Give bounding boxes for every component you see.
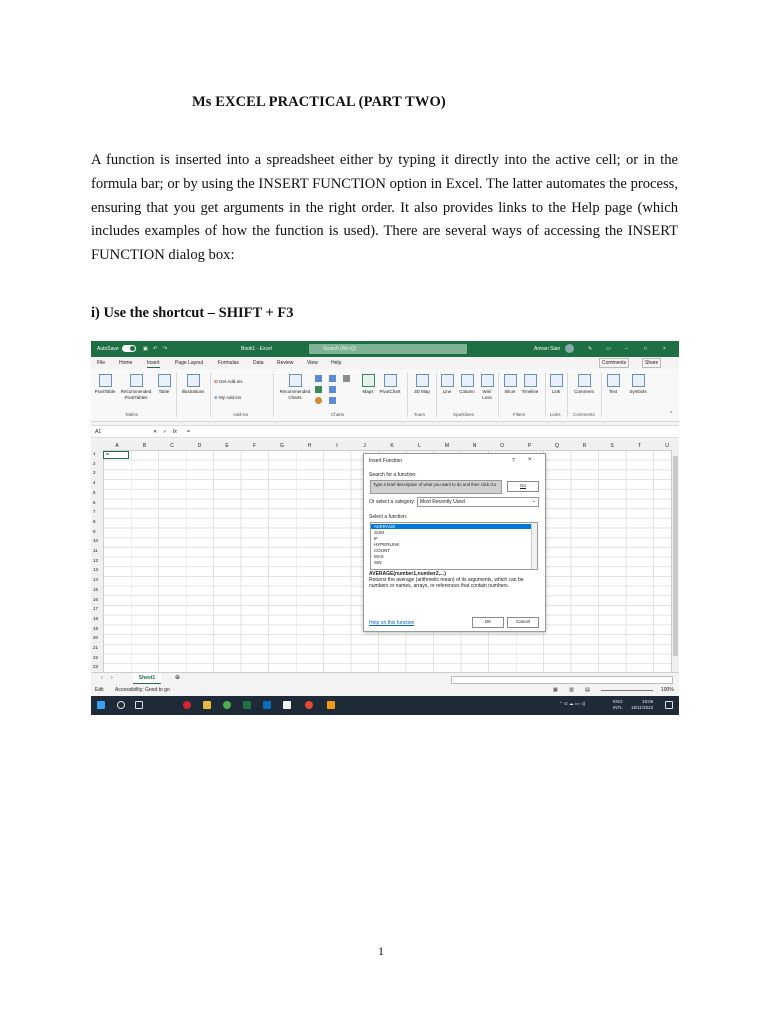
excel-screenshot [91,341,679,715]
prev-sheet-icon[interactable]: ‹ [101,675,103,681]
clock[interactable]: 19:06 18/11/2022 [631,699,654,710]
column-header[interactable]: G [280,443,284,449]
windows-taskbar [91,696,679,715]
tab-view[interactable]: View [307,360,318,366]
row-header[interactable]: 5 [93,489,96,495]
column-header[interactable]: U [665,443,669,449]
list-item[interactable]: SIN [374,560,382,565]
formula-bar [91,425,679,438]
search-box[interactable] [309,344,467,354]
dialog-title: Insert Function [369,458,403,464]
window-title: Book1 - Excel [241,346,272,352]
pie-chart-icon [315,397,322,404]
row-header[interactable]: 22 [93,654,99,660]
active-cell[interactable] [103,451,129,459]
next-sheet-icon[interactable]: › [111,675,113,681]
row-header[interactable]: 10 [93,538,99,544]
column-header[interactable]: T [637,443,642,449]
table-button[interactable]: Table [156,374,172,395]
my-addins-button[interactable]: ⊕ My Add-ins [214,395,242,400]
row-header[interactable]: 19 [93,625,99,631]
link-icon [550,374,563,387]
divider [273,373,274,417]
timeline-button[interactable]: Timeline [519,374,541,395]
list-item[interactable]: SUM [374,530,384,535]
avatar[interactable] [565,344,574,353]
divider [407,373,408,417]
save-icon[interactable]: ▣ [143,346,148,352]
recommended-charts-icon [289,374,302,387]
text-button[interactable]: Text [605,374,621,395]
row-header[interactable]: 16 [93,596,99,602]
function-signature: AVERAGE(number1,number2,...) [369,571,446,577]
row-header[interactable]: 21 [93,645,99,650]
row-header[interactable]: 15 [93,586,99,592]
column-header[interactable]: M [444,443,450,449]
section-heading: i) Use the shortcut – SHIFT + F3 [91,305,294,321]
row-header[interactable]: 20 [93,635,99,641]
symbols-icon [632,374,645,387]
select-function-label: Select a function: [369,514,408,520]
search-icon[interactable] [117,701,125,709]
go-button[interactable]: Go [507,481,539,492]
3d-map-button[interactable]: 3D Map [411,374,433,395]
status-mode: Edit [95,687,104,693]
group-tours: Tours [414,412,426,417]
app-icon[interactable] [327,701,335,709]
function-search-input[interactable] [370,480,502,494]
column-header[interactable]: R [582,443,587,449]
illustrations-button[interactable]: Illustrations [179,374,207,395]
document-title: Ms EXCEL PRACTICAL (PART TWO) [192,94,446,110]
comment-button[interactable]: Comment [571,374,597,395]
combo-chart-icon [315,386,322,393]
maps-icon [362,374,375,387]
search-placeholder: Search (Alt+Q) [323,346,357,352]
pivotchart-button[interactable]: PivotChart [377,374,403,395]
column-header[interactable]: L [418,443,421,449]
column-headers [91,441,679,451]
notifications-icon[interactable] [665,701,673,709]
insert-function-icon[interactable]: fx [173,429,177,435]
media-icon[interactable] [305,701,313,709]
maps-button[interactable]: Maps [361,374,375,395]
column-header[interactable]: D [197,443,202,449]
minimize-icon[interactable]: – [625,346,628,352]
ribbon-display-icon[interactable]: ▭ [606,346,611,352]
column-header[interactable]: N [472,443,477,449]
name-box[interactable]: A1 [95,429,102,435]
recommended-charts-button[interactable]: Recommended Charts [277,374,313,400]
dialog-close-icon[interactable]: × [528,457,532,463]
sheet-tab-sheet1[interactable]: Sheet1 [133,673,161,685]
redo-icon[interactable]: ↷ [163,346,168,352]
scatter-chart-icon [329,397,336,404]
group-tables: Tables [125,412,139,417]
group-comments: Comments [573,412,595,417]
help-link[interactable]: Help on this function [369,620,415,626]
addins-icon: ⊕ [214,395,220,400]
comments-button[interactable]: Comments [599,358,629,368]
ok-button[interactable]: OK [472,617,504,628]
divider [567,373,568,417]
tab-data[interactable]: Data [253,360,264,366]
column-header[interactable]: P [527,443,532,449]
store-icon: ⊞ [214,379,220,384]
divider [545,373,546,417]
column-header[interactable]: K [390,443,394,449]
list-scrollbar[interactable] [531,523,537,569]
excel-title-bar [91,341,679,357]
pivottable-button[interactable]: PivotTable [94,374,116,395]
page-break-view-icon[interactable]: ▤ [585,687,590,693]
tab-insert[interactable]: Insert [147,360,160,366]
row-header[interactable]: 8 [93,518,96,524]
row-header[interactable]: 18 [93,615,99,621]
close-icon[interactable]: × [663,346,666,352]
pivotchart-icon [384,374,397,387]
column-header[interactable]: E [225,443,229,449]
row-header[interactable]: 2 [93,460,96,466]
row-header[interactable]: 17 [93,606,99,612]
column-header[interactable]: H [307,443,312,449]
page-layout-view-icon[interactable]: ▥ [569,687,574,693]
zoom-slider[interactable] [601,690,653,691]
pen-icon[interactable]: ✎ [588,346,593,352]
zoom-level: 100% [661,687,674,693]
stat-chart-icon [329,386,336,393]
ribbon [91,369,679,422]
sparkline-line-icon [441,374,454,387]
chart-types-grid[interactable] [315,375,357,405]
column-header[interactable]: I [336,443,338,449]
category-label: Or select a category: [369,499,416,505]
ribbon-tabs [91,357,679,369]
document-icon[interactable] [283,701,291,709]
enter-entry-icon[interactable]: ✓ [163,429,168,435]
normal-view-icon[interactable]: ▦ [553,687,558,693]
sparkline-column-button[interactable]: Column [456,374,478,395]
search-label: Search for a function: [369,472,417,478]
outlook-icon[interactable] [263,701,271,709]
user-name: Amran Sian [534,346,561,352]
row-header[interactable]: 13 [93,567,99,573]
maximize-icon[interactable]: □ [644,346,648,352]
row-header[interactable]: 6 [93,499,96,505]
chevron-down-icon: ⌄ [531,498,536,504]
category-select[interactable] [417,497,539,507]
scroll-thumb[interactable] [673,456,678,656]
illustrations-icon [187,374,200,387]
tab-home[interactable]: Home [119,360,133,366]
autosave-label: AutoSave [97,346,119,352]
divider [601,373,602,417]
hierarchy-chart-icon [343,375,350,382]
recommended-pivottables-button[interactable]: Recommended PivotTables [118,374,154,400]
row-header[interactable]: 14 [93,577,99,583]
column-header[interactable]: O [500,443,504,449]
row-header[interactable]: 3 [93,470,96,476]
get-addins-button[interactable]: ⊞ Get Add-ins [214,379,243,384]
bar-chart-icon [315,375,322,382]
column-header[interactable]: B [142,443,147,449]
tab-formulas[interactable]: Formulas [218,360,239,366]
row-header[interactable]: 23 [93,664,99,670]
row-header[interactable]: 7 [93,509,96,515]
help-icon[interactable]: ? [512,458,515,464]
windows-start-icon[interactable] [97,701,105,709]
text-icon [607,374,620,387]
list-item[interactable]: IF [374,536,378,541]
row-header[interactable]: 9 [93,528,96,534]
group-filters: Filters [513,412,526,417]
function-description: Returns the average (arithmetic mean) of its arguments, which can be numbers or names, arrays, or references that contain numbers. [369,577,524,589]
autosave-toggle[interactable] [122,345,136,352]
recommended-pivottables-icon [130,374,143,387]
horizontal-scrollbar[interactable] [451,676,673,684]
tab-help[interactable]: Help [331,360,342,366]
divider [210,373,211,417]
tab-page-layout[interactable]: Page Layout [175,360,204,366]
group-links: Links [550,412,561,417]
files-icon[interactable] [203,701,211,709]
column-header[interactable]: C [170,443,174,449]
tray-icons[interactable]: ⌃ ⊙ ☁ ▭ ◁) [559,701,586,706]
row-headers [91,450,104,672]
category-value: Most Recently Used [420,499,465,505]
symbols-button[interactable]: Symbols [627,374,649,395]
chrome-icon[interactable] [223,701,231,709]
intro-paragraph: A function is inserted into a spreadsheet either by typing it directly into the active cell; or in the formula bar; or by using the INSERT FUNCTION option in Excel. The latter automates the process, ensuring that you get arguments in the right order. It also provides links to the Help page (which includes examples of how the function is used). There are several ways of accessing the INSERT FUNCTION dialog box: [91,152,678,264]
list-item[interactable]: AVERAGE [371,524,534,529]
column-header[interactable]: F [252,443,257,449]
list-item[interactable]: COUNT [374,548,390,553]
cancel-entry-icon[interactable]: ✕ [153,429,158,435]
row-header[interactable]: 1 [93,451,96,456]
sparkline-winloss-button[interactable]: Win/ Loss [479,374,495,400]
sparkline-line-button[interactable]: Line [439,374,455,395]
cancel-button[interactable]: Cancel [507,617,539,628]
add-sheet-icon[interactable]: ⊕ [175,675,181,681]
page-number: 1 [378,944,384,958]
tab-review[interactable]: Review [277,360,294,366]
column-header[interactable]: Q [555,443,559,449]
timeline-icon [524,374,537,387]
link-button[interactable]: Link [549,374,563,395]
status-bar [91,684,679,696]
language-indicator[interactable]: ENG INTL [613,699,623,710]
slicer-button[interactable]: Slicer [502,374,518,395]
row-header[interactable]: 12 [93,557,99,563]
undo-icon[interactable]: ↶ [153,346,158,352]
active-cell-value: = [106,452,109,458]
divider [498,373,499,417]
list-item[interactable]: HYPERLINK [374,542,400,547]
divider [436,373,437,417]
slicer-icon [504,374,517,387]
group-addins: Add-ins [233,412,249,417]
function-list[interactable] [370,522,538,570]
row-header[interactable]: 4 [93,480,96,486]
divider [176,373,177,417]
group-sparklines: Sparklines [453,412,475,417]
line-chart-icon [329,375,336,382]
table-icon [158,374,171,387]
3d-map-icon [416,374,429,387]
sparkline-column-icon [461,374,474,387]
column-header[interactable]: A [115,443,119,449]
pivottable-icon [99,374,112,387]
share-button[interactable]: Share [642,358,661,368]
sparkline-winloss-icon [481,374,494,387]
tab-file[interactable]: File [97,360,106,366]
column-header[interactable]: J [363,443,366,449]
list-item[interactable]: MAX [374,554,384,559]
accessibility-status[interactable]: Accessibility: Good to go [115,687,170,693]
formula-input[interactable]: = [187,429,190,435]
collapse-ribbon-icon[interactable]: ⌃ [669,411,674,417]
excel-taskbar-icon[interactable] [243,701,251,709]
opera-icon[interactable] [183,701,191,709]
comment-icon [578,374,591,387]
function-search-value: Type a brief description of what you want to do and then click Go [373,482,497,487]
column-header[interactable]: S [610,443,614,449]
insert-function-dialog [363,453,546,632]
vertical-scrollbar[interactable] [671,450,679,672]
row-header[interactable]: 11 [93,548,98,553]
group-charts: Charts [331,412,345,417]
task-view-icon[interactable] [135,701,143,709]
